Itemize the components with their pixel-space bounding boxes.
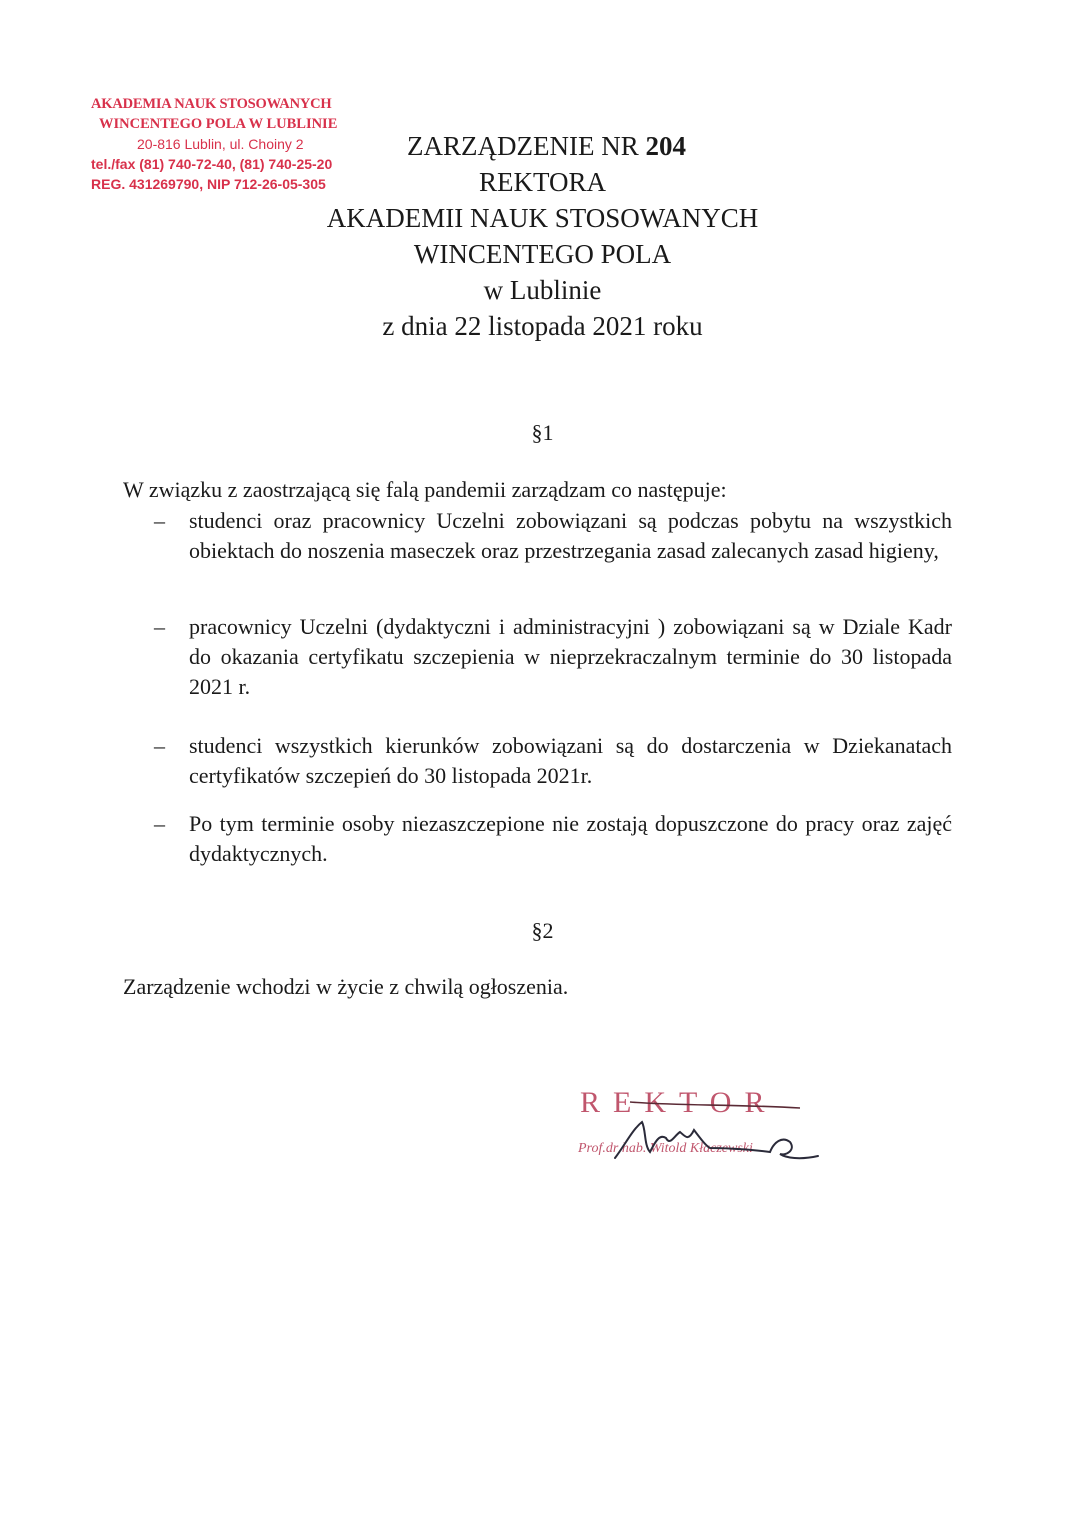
list-item-text: pracownicy Uczelni (dydaktyczni i administracyjni ) zobowiązani są w Dziale Kadr do okazania certyfikatu szczepienia w nieprzekraczalnym terminie do 30 listopada 2021 r.: [189, 614, 952, 699]
title-prefix: ZARZĄDZENIE NR: [407, 131, 646, 161]
stamp-line-name: AKADEMIA NAUK STOSOWANYCH: [91, 96, 332, 112]
list-item: [154, 809, 952, 869]
list-item-text: Po tym terminie osoby niezaszczepione nie zostają dopuszczone do pracy oraz zajęć dydaktycznych.: [189, 811, 952, 866]
stamp-line-registry: REG. 431269790, NIP 712-26-05-305: [91, 176, 326, 192]
dash-bullet: –: [154, 733, 165, 758]
stamp-line-phone: tel./fax (81) 740-72-40, (81) 740-25-20: [91, 156, 333, 172]
title-line-patron: WINCENTEGO POLA: [413, 239, 672, 269]
section2-mark: §2: [531, 918, 554, 943]
section1-intro: W związku z zaostrzającą się falą pandemii zarządzam co następuje:: [123, 477, 727, 502]
section1-mark: §1: [531, 420, 554, 445]
title-line-date: z dnia 22 listopada 2021 roku: [382, 311, 703, 341]
stamp-line-address: 20-816 Lublin, ul. Choiny 2: [137, 136, 304, 152]
stamp-line-patron: WINCENTEGO POLA W LUBLINIE: [99, 116, 338, 132]
dash-bullet: –: [154, 614, 165, 639]
section2-text: Zarządzenie wchodzi w życie z chwilą ogłoszenia.: [123, 974, 569, 999]
title-line-rector: REKTORA: [478, 167, 606, 197]
signature-title-stamp: REKTOR: [580, 1086, 778, 1119]
order-number: 204: [645, 131, 686, 161]
title-line-city: w Lublinie: [483, 275, 602, 305]
list-item: [154, 731, 952, 791]
dash-bullet: –: [154, 508, 165, 533]
list-item-text: studenci wszystkich kierunków zobowiązani są do dostarczenia w Dziekanatach certyfikatów szczepień do 30 listopada 2021r.: [189, 733, 952, 788]
list-item: [154, 506, 952, 566]
handwritten-signature: [560, 1090, 830, 1170]
list-item: [154, 612, 952, 702]
dash-bullet: –: [154, 811, 165, 836]
title-line-academy: AKADEMII NAUK STOSOWANYCH: [326, 203, 759, 233]
document-title: [0, 128, 1085, 164]
signature-name-stamp: Prof.dr hab. Witold Kłaczewski: [578, 1141, 753, 1156]
list-item-text: studenci oraz pracownicy Uczelni zobowiązani są podczas pobytu na wszystkich obiektach do noszenia maseczek oraz przestrzegania zasad zalecanych zasad higieny,: [189, 508, 952, 563]
